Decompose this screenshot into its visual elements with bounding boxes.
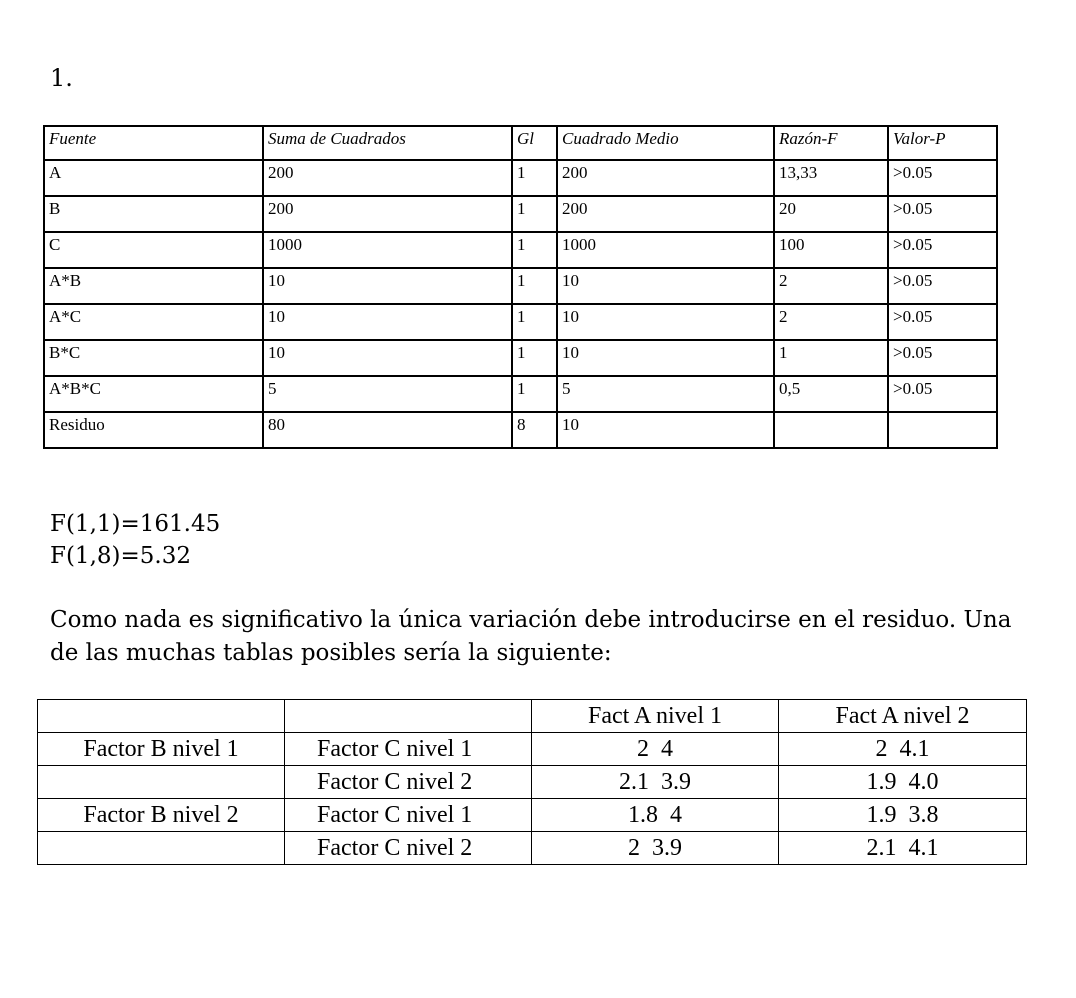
anova-header-cell: Fuente	[44, 126, 263, 160]
anova-cell: 0,5	[774, 376, 888, 412]
anova-cell: 10	[557, 412, 774, 448]
formula-f-1-1: F(1,1)=161.45	[50, 511, 221, 537]
anova-cell: 1000	[263, 232, 512, 268]
design-cell: Factor C nivel 2	[285, 832, 532, 865]
anova-cell: >0.05	[888, 160, 997, 196]
design-row	[38, 799, 1027, 832]
anova-cell: 5	[263, 376, 512, 412]
anova-cell	[888, 412, 997, 448]
anova-cell: 1	[512, 268, 557, 304]
anova-cell: >0.05	[888, 196, 997, 232]
anova-table	[43, 125, 998, 449]
anova-cell: B	[44, 196, 263, 232]
anova-cell: 5	[557, 376, 774, 412]
anova-body	[44, 160, 997, 448]
design-header-cell	[285, 700, 532, 733]
formula-f-1-8: F(1,8)=5.32	[50, 543, 191, 569]
design-header-cell: Fact A nivel 2	[779, 700, 1027, 733]
section-number: 1.	[50, 64, 73, 92]
explanation-paragraph: Como nada es significativo la única variación debe introducirse en el residuo. Una de las muchas tablas posibles sería la siguiente:	[50, 607, 1012, 666]
design-table	[37, 699, 1027, 865]
anova-cell: 2	[774, 268, 888, 304]
anova-cell: 10	[263, 340, 512, 376]
anova-cell: 1	[512, 232, 557, 268]
design-row	[38, 832, 1027, 865]
anova-cell: 10	[263, 268, 512, 304]
anova-cell	[774, 412, 888, 448]
anova-cell: 1	[512, 196, 557, 232]
design-cell: Factor C nivel 1	[285, 799, 532, 832]
anova-row	[44, 340, 997, 376]
anova-cell: 1	[774, 340, 888, 376]
anova-row	[44, 232, 997, 268]
anova-cell: B*C	[44, 340, 263, 376]
anova-row	[44, 412, 997, 448]
design-header-row	[38, 700, 1027, 733]
anova-cell: 10	[557, 340, 774, 376]
anova-cell: 1	[512, 160, 557, 196]
design-header-cell	[38, 700, 285, 733]
design-cell: Factor B nivel 2	[38, 799, 285, 832]
anova-cell: 2	[774, 304, 888, 340]
design-cell: Factor C nivel 1	[285, 733, 532, 766]
anova-cell: A*B*C	[44, 376, 263, 412]
anova-cell: A*B	[44, 268, 263, 304]
anova-cell: 1000	[557, 232, 774, 268]
anova-cell: A	[44, 160, 263, 196]
design-cell	[38, 832, 285, 865]
design-cell: 2 4	[532, 733, 779, 766]
design-cell: 2.1 4.1	[779, 832, 1027, 865]
anova-cell: 200	[557, 160, 774, 196]
design-body	[38, 733, 1027, 865]
design-cell: 2 3.9	[532, 832, 779, 865]
design-header-cell: Fact A nivel 1	[532, 700, 779, 733]
anova-row	[44, 160, 997, 196]
anova-cell: 13,33	[774, 160, 888, 196]
anova-cell: >0.05	[888, 376, 997, 412]
anova-cell: 200	[263, 160, 512, 196]
anova-cell: >0.05	[888, 232, 997, 268]
anova-header-row	[44, 126, 997, 160]
anova-row	[44, 304, 997, 340]
anova-cell: 10	[557, 304, 774, 340]
design-cell: 2.1 3.9	[532, 766, 779, 799]
anova-cell: >0.05	[888, 340, 997, 376]
anova-cell: 8	[512, 412, 557, 448]
anova-cell: 1	[512, 376, 557, 412]
anova-cell: 200	[557, 196, 774, 232]
anova-row	[44, 268, 997, 304]
design-row	[38, 733, 1027, 766]
anova-cell: 10	[263, 304, 512, 340]
design-row	[38, 766, 1027, 799]
anova-cell: 100	[774, 232, 888, 268]
anova-header-cell: Cuadrado Medio	[557, 126, 774, 160]
anova-row	[44, 196, 997, 232]
anova-cell: 1	[512, 340, 557, 376]
anova-cell: Residuo	[44, 412, 263, 448]
anova-header-cell: Razón-F	[774, 126, 888, 160]
design-cell: 1.9 4.0	[779, 766, 1027, 799]
anova-header-cell: Suma de Cuadrados	[263, 126, 512, 160]
anova-header-cell: Gl	[512, 126, 557, 160]
anova-cell: 10	[557, 268, 774, 304]
design-cell: 2 4.1	[779, 733, 1027, 766]
anova-cell: 1	[512, 304, 557, 340]
design-cell: 1.8 4	[532, 799, 779, 832]
anova-cell: 20	[774, 196, 888, 232]
anova-cell: >0.05	[888, 304, 997, 340]
design-cell: Factor C nivel 2	[285, 766, 532, 799]
design-cell: 1.9 3.8	[779, 799, 1027, 832]
anova-cell: A*C	[44, 304, 263, 340]
anova-row	[44, 376, 997, 412]
anova-cell: 80	[263, 412, 512, 448]
design-cell	[38, 766, 285, 799]
anova-cell: >0.05	[888, 268, 997, 304]
design-cell: Factor B nivel 1	[38, 733, 285, 766]
anova-cell: 200	[263, 196, 512, 232]
anova-cell: C	[44, 232, 263, 268]
anova-header-cell: Valor-P	[888, 126, 997, 160]
